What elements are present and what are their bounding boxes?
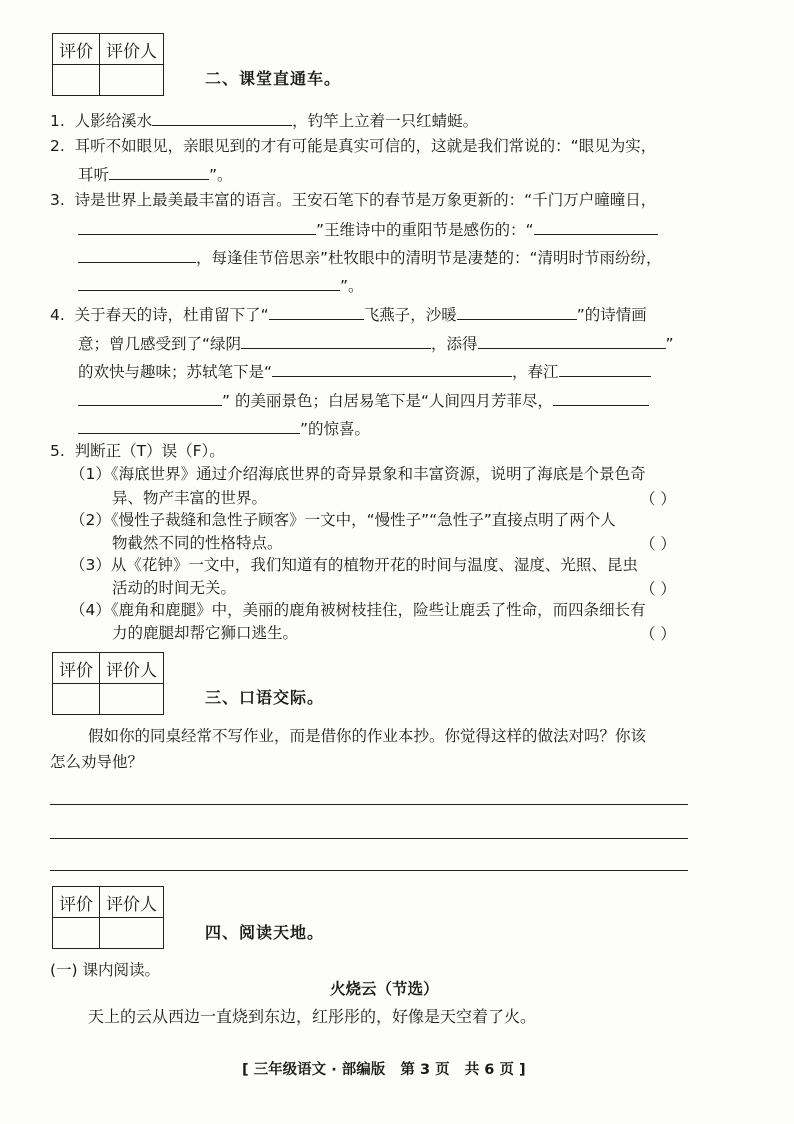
answer-blank[interactable] bbox=[78, 389, 222, 406]
page-footer: [ 三年级语文 · 部编版 第 3 页 共 6 页 ] bbox=[242, 1062, 526, 1078]
score-cell[interactable] bbox=[53, 918, 100, 949]
answer-blank[interactable] bbox=[559, 360, 651, 377]
score-header-1: 评价 bbox=[53, 887, 100, 918]
score-table bbox=[52, 886, 164, 949]
score-header-1: 评价 bbox=[53, 34, 100, 65]
question-2: 2. 耳听不如眼见，亲眼见到的才有可能是真实可信的，这就是我们常说的：“眼见为实， bbox=[50, 137, 657, 155]
score-header-2: 评价人 bbox=[100, 34, 164, 65]
answer-blank[interactable] bbox=[152, 109, 292, 126]
answer-blank[interactable] bbox=[478, 332, 666, 349]
answer-blank[interactable] bbox=[534, 218, 658, 235]
answer-paren[interactable]: （ ） bbox=[640, 535, 676, 553]
answer-blank[interactable] bbox=[553, 389, 649, 406]
passage-text: 天上的云从西边一直烧到东边，红彤彤的，好像是天空着了火。 bbox=[88, 1007, 537, 1026]
answer-blank[interactable] bbox=[272, 360, 512, 377]
judge-item-3: （3）从《花钟》一文中，我们知道有的植物开花的时间与温度、湿度、光照、昆虫 bbox=[70, 556, 638, 574]
answer-blank[interactable] bbox=[241, 332, 431, 349]
score-header-2: 评价人 bbox=[100, 887, 164, 918]
answer-paren[interactable]: （ ） bbox=[640, 625, 676, 643]
question-5: 5. 判断正（T）误（F）。 bbox=[50, 442, 225, 460]
answer-blank[interactable] bbox=[109, 163, 209, 180]
prompt-text: 假如你的同桌经常不写作业，而是借你的作业本抄。你觉得这样的做法对吗？你该 bbox=[88, 727, 647, 745]
answer-blank[interactable] bbox=[78, 417, 300, 434]
answer-line[interactable] bbox=[50, 838, 688, 839]
score-cell[interactable] bbox=[53, 65, 100, 96]
question-1: 1. 人影给溪水 ，钓竿上立着一只红蜻蜓。 bbox=[50, 109, 478, 131]
section-title: 二、课堂直通车。 bbox=[205, 69, 342, 88]
answer-blank[interactable] bbox=[78, 274, 340, 291]
score-cell[interactable] bbox=[100, 918, 164, 949]
answer-paren[interactable]: （ ） bbox=[640, 580, 676, 598]
passage-title: 火烧云（节选） bbox=[330, 979, 439, 998]
section-title: 四、阅读天地。 bbox=[205, 923, 325, 942]
answer-line[interactable] bbox=[50, 804, 688, 805]
judge-item-2: （2）《慢性子裁缝和急性子顾客》一文中，“慢性子”“急性子”直接点明了两个人 bbox=[70, 511, 616, 529]
score-table bbox=[52, 33, 164, 96]
score-table bbox=[52, 652, 164, 715]
section-title: 三、口语交际。 bbox=[205, 688, 325, 707]
judge-item-1: （1）《海底世界》通过介绍海底世界的奇异景象和丰富资源，说明了海底是个景色奇 bbox=[70, 465, 646, 483]
judge-item-4: （4）《鹿角和鹿腿》中，美丽的鹿角被树枝挂住，险些让鹿丢了性命，而四条细长有 bbox=[70, 601, 646, 619]
answer-paren[interactable]: （ ） bbox=[640, 490, 676, 508]
answer-line[interactable] bbox=[50, 870, 688, 871]
score-cell[interactable] bbox=[53, 684, 100, 715]
question-3: 3. 诗是世界上最美最丰富的语言。王安石笔下的春节是万象更新的：“千门万户曈曈日， bbox=[50, 191, 657, 209]
score-header-1: 评价 bbox=[53, 653, 100, 684]
answer-blank[interactable] bbox=[269, 303, 364, 320]
score-cell[interactable] bbox=[100, 684, 164, 715]
answer-blank[interactable] bbox=[78, 246, 196, 263]
score-cell[interactable] bbox=[100, 65, 164, 96]
subsection-title: (一) 课内阅读。 bbox=[50, 961, 161, 979]
answer-blank[interactable] bbox=[457, 303, 577, 320]
score-header-2: 评价人 bbox=[100, 653, 164, 684]
answer-blank[interactable] bbox=[78, 218, 316, 235]
question-4: 4. 关于春天的诗，杜甫留下了“ 飞燕子，沙暖 ”的诗情画 bbox=[50, 303, 647, 325]
